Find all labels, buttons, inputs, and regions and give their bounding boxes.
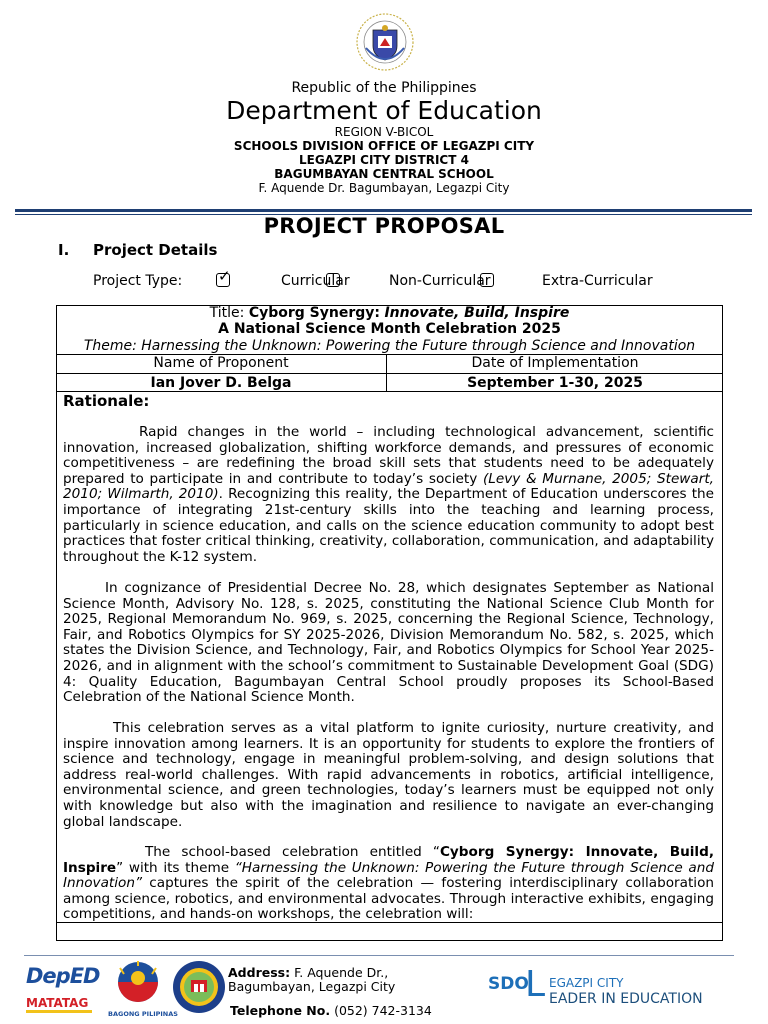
proponent-name: Ian Jover D. Belga <box>150 375 292 391</box>
address-label: Address: <box>228 965 291 980</box>
p4-bold-title: Cyborg Synergy: Innovate, Build, Inspire <box>63 844 714 876</box>
bagong-pilipinas-emblem <box>108 960 168 1006</box>
bagong-pilipinas-logo <box>108 960 178 1018</box>
sdo-line-2: EADER IN EDUCATION <box>549 991 703 1007</box>
footer-divider <box>24 955 734 956</box>
title-italic: Innovate, Build, Inspire <box>384 305 570 321</box>
rationale-heading: Rationale: <box>63 392 150 410</box>
table-rule <box>56 373 723 374</box>
p1-citation: (Levy & Murnane, 2005; Stewart, 2010; Wilmarth, 2010) <box>63 470 714 503</box>
school-seal-logo <box>172 960 226 1014</box>
sdo-line-1: EGAZPI CITY <box>549 976 624 990</box>
bagong-pilipinas-text: BAGONG PILIPINAS <box>108 1010 178 1018</box>
deped-wordmark: DepED <box>26 964 100 988</box>
logo-underline <box>26 1010 92 1013</box>
rationale-paragraph-1 <box>63 425 714 565</box>
non-curricular-checkbox[interactable] <box>326 273 340 287</box>
rationale-paragraph-4 <box>63 845 714 923</box>
section-title: Project Details <box>93 241 218 259</box>
footer-telephone <box>230 1003 432 1018</box>
option-extra-curricular: Extra-Curricular <box>542 273 653 289</box>
project-subtitle: A National Science Month Celebration 2025 <box>218 321 561 337</box>
p3-text: This celebration serves as a vital platform to ignite curiosity, nurture creativity, and inspire innovation among learners. It is an opportunity for students to explore the frontiers of science and technology, engage in meaningful problem-solving, and design solutions that address real-world challenges. With rapid advancements in robotics, artificial intelligence, environmental science, and green technologies, today’s learners must be equipped not only with knowledge but also with the imagination and resilience to navigate an ever-changing global landscape. <box>63 720 714 830</box>
p4-text: The school-based celebration entitled “ <box>145 844 440 860</box>
deped-seal-logo <box>352 12 418 72</box>
option-curricular: Curricular <box>281 273 350 289</box>
region-label: REGION V-BICOL <box>334 125 434 139</box>
p1-text-cont: . Recognizing this reality, the Department of Education underscores the importance of integrating 21st-century skills into the teaching and learning process, particularly in science education, and calls on the science education community to adopt best practices that foster critical thinking, creativity, collaboration, communication, and adaptability throughout the K-12 system. <box>63 486 715 565</box>
section-number: I. <box>58 241 70 259</box>
department-name: Department of Education <box>226 96 542 125</box>
telephone-label: Telephone No. <box>230 1003 331 1018</box>
title-label: Title: <box>209 305 245 321</box>
extra-curricular-checkbox[interactable] <box>480 273 494 287</box>
check-icon: ✓ <box>218 267 231 285</box>
date-column-header: Date of Implementation <box>471 355 639 371</box>
p4-text-end: captures the spirit of the celebration — fostering interdisciplinary collaboration among science, robotics, and environmental advocates. Through interactive exhibits, engaging competitions, and hands-on workshops, the celebration will: <box>63 875 714 923</box>
option-non-curricular: Non-Curricular <box>389 273 491 289</box>
title-bold: Cyborg Synergy: <box>248 305 380 321</box>
footer-address <box>228 966 478 994</box>
republic-label: Republic of the Philippines <box>291 80 477 96</box>
rationale-paragraph-3 <box>63 721 714 830</box>
project-type-label: Project Type: <box>93 273 183 289</box>
school-name: BAGUMBAYAN CENTRAL SCHOOL <box>274 167 494 181</box>
table-rule <box>56 391 723 392</box>
deped-matatag-logo <box>24 962 100 1014</box>
implementation-date: September 1-30, 2025 <box>467 375 643 391</box>
project-title <box>56 305 723 321</box>
district-label: LEGAZPI CITY DISTRICT 4 <box>299 153 469 167</box>
telephone-value: (052) 742-3134 <box>334 1003 432 1018</box>
school-address: F. Aquende Dr. Bagumbayan, Legazpi City <box>258 181 510 195</box>
division-office: SCHOOLS DIVISION OFFICE OF LEGAZPI CITY <box>233 139 535 153</box>
p4-italic-theme: “Harnessing the Unknown: Powering the Future through Science and Innovation” <box>63 859 714 892</box>
address-value: F. Aquende Dr., Bagumbayan, Legazpi City <box>228 965 396 994</box>
p4-text-mid: ” with its theme <box>116 859 235 876</box>
p1-text: Rapid changes in the world – including technological advancement, scientific innovation, increased globalization, shifting workforce demands, and pressures of economic competitiveness – are redefining the broad skill sets that students need to be adequately prepared to participate in and contribute to today’s society <box>63 424 714 487</box>
matatag-wordmark: MATATAG <box>26 996 89 1010</box>
header-divider <box>15 209 752 212</box>
rationale-paragraph-2 <box>63 581 714 706</box>
p2-text: In cognizance of Presidential Decree No. 28, which designates September as National Science Month, Advisory No. 128, s. 2025, constituting the National Science Club Month for 2025, Regional Memorandum No. 969, s. 2025, concerning the Regional Science, Technology, Fair, and Robotics Olympics for SY 2025-2026, Division Memorandum No. 582, s. 2025, which states the Division Science, and Technology, Fair, and Robotics Olympics for School Year 2025-2026, and in alignment with the school’s commitment to Sustainable Development Goal (SDG) 4: Quality Education, Bagumbayan Central School proudly proposes its School-Based Celebration of the National Science Month. <box>63 580 714 706</box>
document-title: PROJECT PROPOSAL <box>263 214 505 238</box>
sdo-legazpi-logo <box>488 964 708 1008</box>
proponent-column-header: Name of Proponent <box>153 355 289 371</box>
sdo-letters: SDO <box>488 974 529 994</box>
project-theme: Theme: Harnessing the Unknown: Powering the Future through Science and Innovation <box>83 338 696 354</box>
sdo-big-l: L <box>525 964 546 1005</box>
curricular-checkbox[interactable] <box>216 267 231 287</box>
